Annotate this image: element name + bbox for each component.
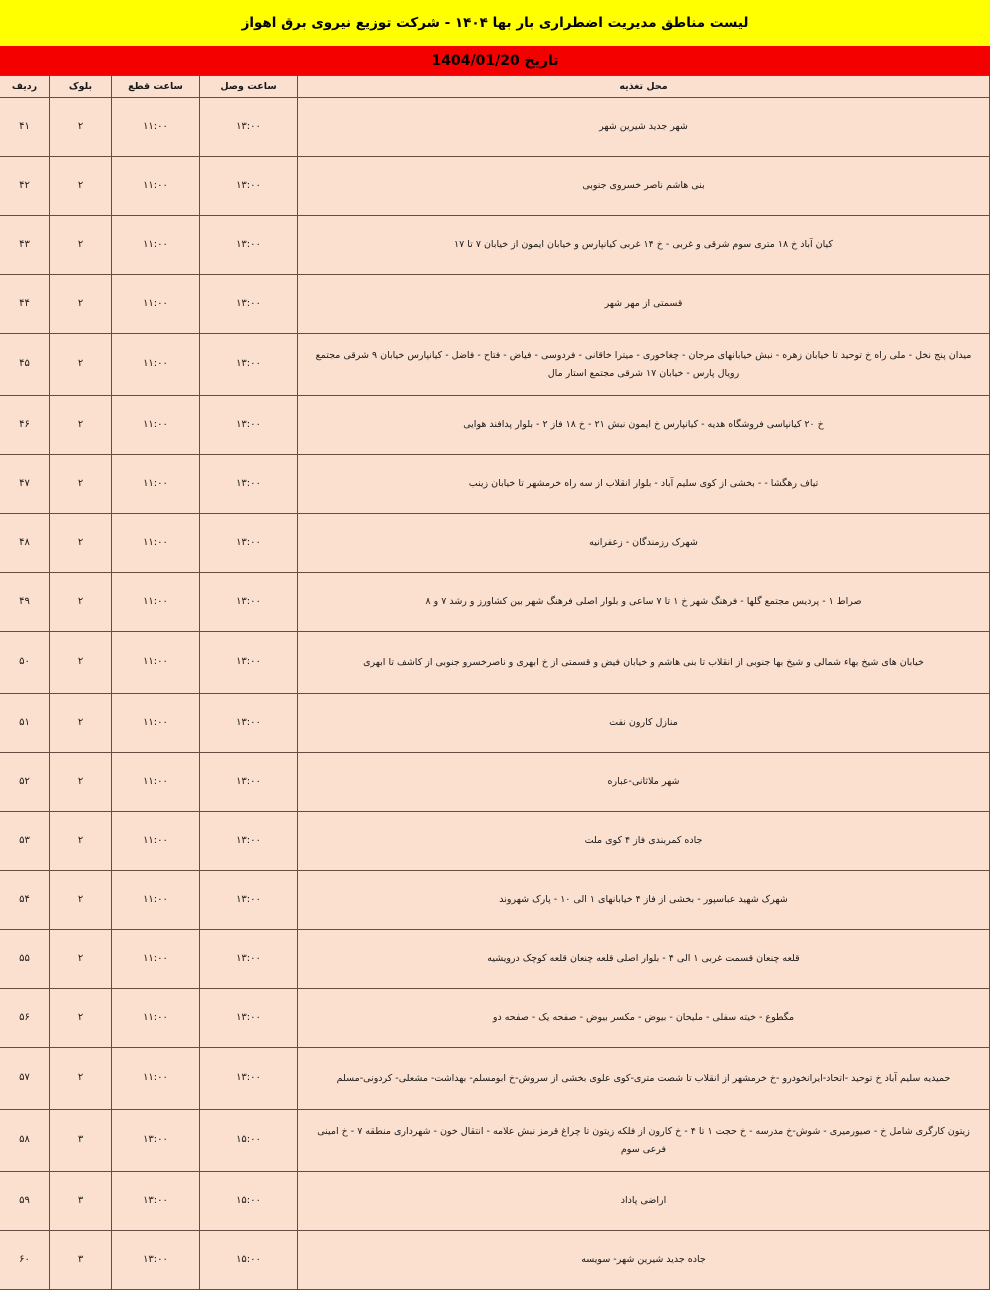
cell-cut-time: ۱۱:۰۰ bbox=[112, 812, 200, 871]
cell-place: خیابان های شیخ بهاء شمالی و شیخ بها جنوبی از انقلاب تا بنی هاشم و خیابان فیض و قسمتی از خ ابهری و ناصرخسرو جنوبی از کاشف تا ابهری bbox=[298, 632, 990, 694]
cell-block: ۲ bbox=[50, 455, 112, 514]
cell-block: ۲ bbox=[50, 275, 112, 334]
page-title: لیست مناطق مدیریت اضطراری بار بها ۱۴۰۴ - شرکت توزیع نیروی برق اهواز bbox=[241, 14, 749, 31]
cell-connect-time: ۱۳:۰۰ bbox=[200, 989, 298, 1048]
cell-block: ۲ bbox=[50, 514, 112, 573]
table-row bbox=[0, 1172, 990, 1231]
table-row bbox=[0, 1231, 990, 1290]
cell-row-number: ۴۴ bbox=[0, 275, 50, 334]
cell-block: ۳ bbox=[50, 1172, 112, 1231]
cell-cut-time: ۱۱:۰۰ bbox=[112, 1048, 200, 1110]
cell-place: شهرک رزمندگان - زعفرانیه bbox=[298, 514, 990, 573]
cell-place: اراضی پاداد bbox=[298, 1172, 990, 1231]
cell-connect-time: ۱۳:۰۰ bbox=[200, 157, 298, 216]
cell-cut-time: ۱۱:۰۰ bbox=[112, 216, 200, 275]
cell-row-number: ۵۷ bbox=[0, 1048, 50, 1110]
table-row bbox=[0, 157, 990, 216]
cell-row-number: ۴۷ bbox=[0, 455, 50, 514]
cell-connect-time: ۱۳:۰۰ bbox=[200, 812, 298, 871]
cell-row-number: ۶۰ bbox=[0, 1231, 50, 1290]
cell-place: تیاف رهگشا - - بخشی از کوی سلیم آباد - بلوار انقلاب از سه راه خرمشهر تا خیابان زینب bbox=[298, 455, 990, 514]
table-header bbox=[0, 76, 990, 98]
table-header-row bbox=[0, 76, 990, 98]
cell-connect-time: ۱۳:۰۰ bbox=[200, 216, 298, 275]
cell-block: ۲ bbox=[50, 753, 112, 812]
column-header-place: محل تغذیه bbox=[298, 76, 990, 98]
cell-block: ۲ bbox=[50, 216, 112, 275]
cell-connect-time: ۱۳:۰۰ bbox=[200, 753, 298, 812]
cell-place: جاده کمربندی فاز ۴ کوی ملت bbox=[298, 812, 990, 871]
cell-place: صراط ۱ - پردیس مجتمع گلها - فرهنگ شهر خ ۱ تا ۷ ساعی و بلوار اصلی فرهنگ شهر بین کشاورز و رشد ۷ و ۸ bbox=[298, 573, 990, 632]
table-row bbox=[0, 275, 990, 334]
cell-row-number: ۴۲ bbox=[0, 157, 50, 216]
table-row bbox=[0, 694, 990, 753]
table-row bbox=[0, 396, 990, 455]
cell-block: ۳ bbox=[50, 1110, 112, 1172]
column-header-connect-time: ساعت وصل bbox=[200, 76, 298, 98]
cell-connect-time: ۱۳:۰۰ bbox=[200, 334, 298, 396]
cell-row-number: ۵۹ bbox=[0, 1172, 50, 1231]
table-row bbox=[0, 1048, 990, 1110]
cell-row-number: ۵۰ bbox=[0, 632, 50, 694]
cell-place: زیتون کارگری شامل خ - صیورمیری - شوش-خ مدرسه - خ حجت ۱ تا ۴ - خ کارون از فلکه زیتون تا چراغ قرمز نبش علامه - انتقال خون - شهرداری منطقه ۷ - خ امینی فرعی سوم bbox=[298, 1110, 990, 1172]
cell-connect-time: ۱۳:۰۰ bbox=[200, 455, 298, 514]
cell-connect-time: ۱۳:۰۰ bbox=[200, 694, 298, 753]
table-row bbox=[0, 573, 990, 632]
schedule-date: تاریخ 1404/01/20 bbox=[431, 52, 559, 69]
table-row bbox=[0, 812, 990, 871]
title-banner bbox=[0, 0, 990, 46]
cell-place: خ ۲۰ کیانپاسی فروشگاه هدیه - کیانپارس خ ایمون نبش ۲۱ - خ ۱۸ فاز ۲ - بلوار پدافند هوایی bbox=[298, 396, 990, 455]
cell-block: ۲ bbox=[50, 98, 112, 157]
cell-place: قلعه چنعان قسمت غربی ۱ الی ۴ - بلوار اصلی قلعه چنعان قلعه کوچک درویشیه bbox=[298, 930, 990, 989]
table-row bbox=[0, 871, 990, 930]
cell-connect-time: ۱۳:۰۰ bbox=[200, 275, 298, 334]
cell-row-number: ۵۶ bbox=[0, 989, 50, 1048]
cell-cut-time: ۱۳:۰۰ bbox=[112, 1172, 200, 1231]
column-header-row: ردیف bbox=[0, 76, 50, 98]
cell-cut-time: ۱۱:۰۰ bbox=[112, 930, 200, 989]
date-banner bbox=[0, 46, 990, 75]
cell-connect-time: ۱۳:۰۰ bbox=[200, 871, 298, 930]
cell-cut-time: ۱۱:۰۰ bbox=[112, 396, 200, 455]
cell-block: ۲ bbox=[50, 632, 112, 694]
column-header-block: بلوک bbox=[50, 76, 112, 98]
cell-cut-time: ۱۱:۰۰ bbox=[112, 753, 200, 812]
cell-row-number: ۴۱ bbox=[0, 98, 50, 157]
table-row bbox=[0, 455, 990, 514]
cell-connect-time: ۱۵:۰۰ bbox=[200, 1110, 298, 1172]
cell-row-number: ۵۱ bbox=[0, 694, 50, 753]
cell-row-number: ۴۵ bbox=[0, 334, 50, 396]
cell-row-number: ۵۴ bbox=[0, 871, 50, 930]
cell-row-number: ۵۸ bbox=[0, 1110, 50, 1172]
cell-place: منازل کارون نفت bbox=[298, 694, 990, 753]
cell-block: ۲ bbox=[50, 694, 112, 753]
cell-row-number: ۵۵ bbox=[0, 930, 50, 989]
table-row bbox=[0, 98, 990, 157]
cell-row-number: ۴۶ bbox=[0, 396, 50, 455]
table-row bbox=[0, 1110, 990, 1172]
table-row bbox=[0, 930, 990, 989]
cell-connect-time: ۱۳:۰۰ bbox=[200, 514, 298, 573]
cell-block: ۲ bbox=[50, 989, 112, 1048]
cell-cut-time: ۱۱:۰۰ bbox=[112, 573, 200, 632]
cell-place: مگطوع - خیته سفلی - ملیحان - بیوض - مکسر بیوض - صفحه یک - صفحه دو bbox=[298, 989, 990, 1048]
table-row bbox=[0, 753, 990, 812]
cell-connect-time: ۱۳:۰۰ bbox=[200, 396, 298, 455]
cell-place: شهرک شهید عباسپور - بخشی از فاز ۴ خیابانهای ۱ الی ۱۰ - پارک شهروند bbox=[298, 871, 990, 930]
cell-cut-time: ۱۱:۰۰ bbox=[112, 694, 200, 753]
cell-place: کیان آباد خ ۱۸ متری سوم شرقی و غربی - خ ۱۴ غربی کیانپارس و خیابان ایمون از خیابان ۷ تا ۱۷ bbox=[298, 216, 990, 275]
cell-place: جاده جدید شیرین شهر- سویسه bbox=[298, 1231, 990, 1290]
cell-cut-time: ۱۳:۰۰ bbox=[112, 1231, 200, 1290]
cell-cut-time: ۱۱:۰۰ bbox=[112, 157, 200, 216]
cell-block: ۲ bbox=[50, 157, 112, 216]
cell-block: ۲ bbox=[50, 930, 112, 989]
cell-place: بنی هاشم ناصر خسروی جنوبی bbox=[298, 157, 990, 216]
table-row bbox=[0, 514, 990, 573]
cell-block: ۲ bbox=[50, 812, 112, 871]
table-row bbox=[0, 632, 990, 694]
cell-cut-time: ۱۱:۰۰ bbox=[112, 98, 200, 157]
cell-cut-time: ۱۱:۰۰ bbox=[112, 632, 200, 694]
cell-cut-time: ۱۱:۰۰ bbox=[112, 514, 200, 573]
cell-connect-time: ۱۳:۰۰ bbox=[200, 632, 298, 694]
cell-place: حمیدیه سلیم آباد خ توحید -اتحاد-ایرانخودرو -خ خرمشهر از انقلاب تا شصت متری-کوی علوی بخشی از سروش-خ ابومسلم- بهداشت- مشعلی- کردونی-مسلم bbox=[298, 1048, 990, 1110]
cell-row-number: ۴۹ bbox=[0, 573, 50, 632]
cell-connect-time: ۱۳:۰۰ bbox=[200, 98, 298, 157]
cell-block: ۲ bbox=[50, 334, 112, 396]
cell-row-number: ۵۳ bbox=[0, 812, 50, 871]
cell-block: ۲ bbox=[50, 1048, 112, 1110]
cell-row-number: ۵۲ bbox=[0, 753, 50, 812]
table-row bbox=[0, 334, 990, 396]
table-row bbox=[0, 989, 990, 1048]
cell-cut-time: ۱۱:۰۰ bbox=[112, 334, 200, 396]
cell-cut-time: ۱۱:۰۰ bbox=[112, 455, 200, 514]
outage-table bbox=[0, 75, 990, 1290]
table-row bbox=[0, 216, 990, 275]
cell-block: ۲ bbox=[50, 871, 112, 930]
cell-place: میدان پنج نخل - ملی راه خ توحید تا خیابان زهره - نبش خیابانهای مرجان - چغاخوری - میترا خاقانی - فردوسی - فیاض - فتاح - فاضل - کیانپارس خیابان ۹ شرقی مجتمع رویال پارس - خیابان ۱۷ شرقی مجتمع استار مال bbox=[298, 334, 990, 396]
cell-connect-time: ۱۳:۰۰ bbox=[200, 1048, 298, 1110]
cell-cut-time: ۱۳:۰۰ bbox=[112, 1110, 200, 1172]
cell-row-number: ۴۳ bbox=[0, 216, 50, 275]
column-header-cut-time: ساعت قطع bbox=[112, 76, 200, 98]
cell-connect-time: ۱۳:۰۰ bbox=[200, 930, 298, 989]
cell-place: شهر ملاثانی-عباره bbox=[298, 753, 990, 812]
cell-cut-time: ۱۱:۰۰ bbox=[112, 871, 200, 930]
cell-block: ۳ bbox=[50, 1231, 112, 1290]
cell-cut-time: ۱۱:۰۰ bbox=[112, 275, 200, 334]
table-body bbox=[0, 98, 990, 1290]
cell-row-number: ۴۸ bbox=[0, 514, 50, 573]
cell-block: ۲ bbox=[50, 396, 112, 455]
cell-cut-time: ۱۱:۰۰ bbox=[112, 989, 200, 1048]
cell-connect-time: ۱۵:۰۰ bbox=[200, 1172, 298, 1231]
cell-place: قسمتی از مهر شهر bbox=[298, 275, 990, 334]
cell-block: ۲ bbox=[50, 573, 112, 632]
cell-connect-time: ۱۵:۰۰ bbox=[200, 1231, 298, 1290]
cell-place: شهر جدید شیرین شهر bbox=[298, 98, 990, 157]
cell-connect-time: ۱۳:۰۰ bbox=[200, 573, 298, 632]
